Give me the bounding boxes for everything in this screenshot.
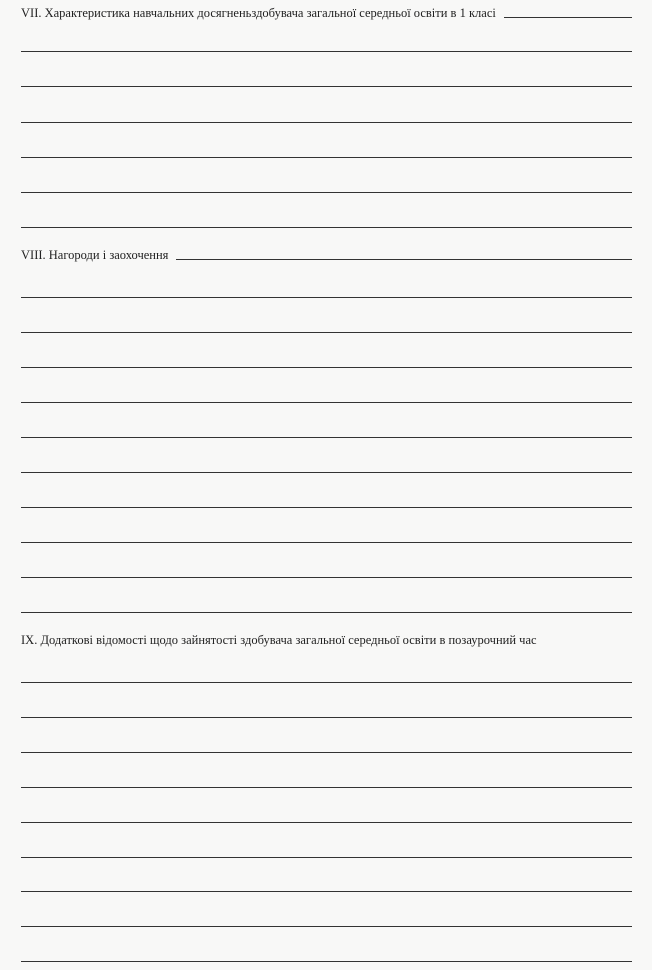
section-ix-heading-row: [21, 633, 632, 647]
answer-line[interactable]: [21, 542, 632, 543]
answer-line[interactable]: [21, 51, 632, 52]
answer-line[interactable]: [21, 227, 632, 228]
answer-line[interactable]: [21, 472, 632, 473]
section-vii-title: VII. Характеристика навчальних досягненьздобувача загальної середньої освіти в 1 класі: [21, 6, 496, 20]
answer-line[interactable]: [21, 961, 632, 962]
answer-line[interactable]: [21, 577, 632, 578]
answer-line[interactable]: [21, 926, 632, 927]
answer-line[interactable]: [21, 192, 632, 193]
answer-line[interactable]: [21, 507, 632, 508]
answer-line[interactable]: [21, 437, 632, 438]
answer-line[interactable]: [21, 717, 632, 718]
answer-line[interactable]: [21, 787, 632, 788]
answer-line[interactable]: [21, 402, 632, 403]
section-viii-answer-line[interactable]: [176, 258, 632, 260]
answer-line[interactable]: [21, 682, 632, 683]
answer-line[interactable]: [21, 86, 632, 87]
answer-line[interactable]: [21, 891, 632, 892]
answer-line[interactable]: [21, 157, 632, 158]
answer-line[interactable]: [21, 752, 632, 753]
section-vii-answer-line[interactable]: [504, 16, 632, 18]
answer-line[interactable]: [21, 857, 632, 858]
answer-line[interactable]: [21, 822, 632, 823]
answer-line[interactable]: [21, 367, 632, 368]
answer-line[interactable]: [21, 122, 632, 123]
answer-line[interactable]: [21, 297, 632, 298]
section-viii-heading-row: [21, 248, 632, 262]
section-ix-title: IX. Додаткові відомості щодо зайнятості здобувача загальної середньої освіти в позаурочний час: [21, 633, 537, 647]
section-vii-heading-row: [21, 6, 632, 20]
section-viii-title: VIII. Нагороди і заохочення: [21, 248, 169, 262]
answer-line[interactable]: [21, 332, 632, 333]
answer-line[interactable]: [21, 612, 632, 613]
